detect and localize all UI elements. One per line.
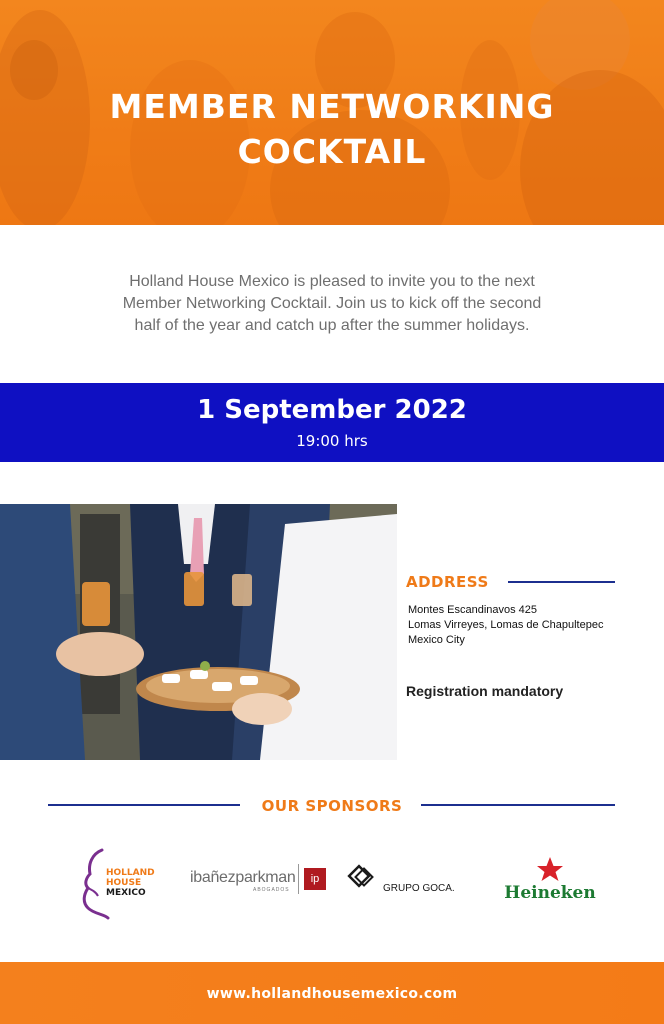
footer-bar bbox=[0, 962, 664, 1024]
address-divider bbox=[508, 581, 615, 583]
heineken-logo bbox=[504, 855, 596, 905]
hh-logo-line1: HOLLAND bbox=[106, 868, 155, 878]
website-link[interactable]: www.hollandhousemexico.com bbox=[206, 986, 458, 1002]
address-line: Montes Escandinavos 425 bbox=[408, 604, 538, 616]
sponsors-heading: OUR SPONSORS bbox=[261, 797, 403, 815]
ibanezparkman-wordmark: ibañezparkman bbox=[190, 869, 296, 886]
address-block bbox=[408, 603, 603, 648]
registration-note: Registration mandatory bbox=[406, 683, 564, 699]
hh-logo-line3: MEXICO bbox=[106, 888, 146, 898]
heineken-wordmark: Heineken bbox=[504, 883, 596, 903]
intro-paragraph bbox=[100, 271, 564, 337]
grupo-goca-logo bbox=[347, 864, 465, 894]
address-heading: ADDRESS bbox=[406, 573, 489, 591]
intro-line: half of the year and catch up after the summer holidays. bbox=[134, 317, 530, 334]
cocktail-photo bbox=[0, 504, 397, 760]
cocktail-photo-illustration bbox=[0, 504, 397, 760]
red-star-icon bbox=[504, 855, 596, 883]
date-band bbox=[0, 383, 664, 462]
intro-line: Member Networking Cocktail. Join us to kick off the second bbox=[122, 295, 542, 312]
ibanezparkman-monogram-icon: ip bbox=[304, 868, 326, 890]
address-line: Mexico City bbox=[408, 634, 465, 646]
grupo-goca-wordmark: GRUPO GOCA. bbox=[383, 883, 455, 894]
event-title-line2: COCKTAIL bbox=[237, 132, 427, 171]
ibanezparkman-subtitle: ABOGADOS bbox=[253, 887, 290, 893]
address-line: Lomas Virreyes, Lomas de Chapultepec bbox=[408, 619, 604, 631]
hh-logo-line2: HOUSE bbox=[106, 878, 142, 888]
grupo-goca-diamond-icon bbox=[347, 864, 377, 894]
event-time: 19:00 hrs bbox=[296, 432, 368, 450]
intro-line: Holland House Mexico is pleased to invite you to the next bbox=[129, 273, 535, 290]
event-date: 1 September 2022 bbox=[197, 395, 467, 425]
holland-house-mexico-logo bbox=[78, 848, 158, 920]
ibanezparkman-separator bbox=[298, 864, 299, 894]
event-title-line1: MEMBER NETWORKING bbox=[109, 87, 555, 126]
event-title bbox=[0, 84, 664, 174]
hero-banner bbox=[0, 0, 664, 225]
